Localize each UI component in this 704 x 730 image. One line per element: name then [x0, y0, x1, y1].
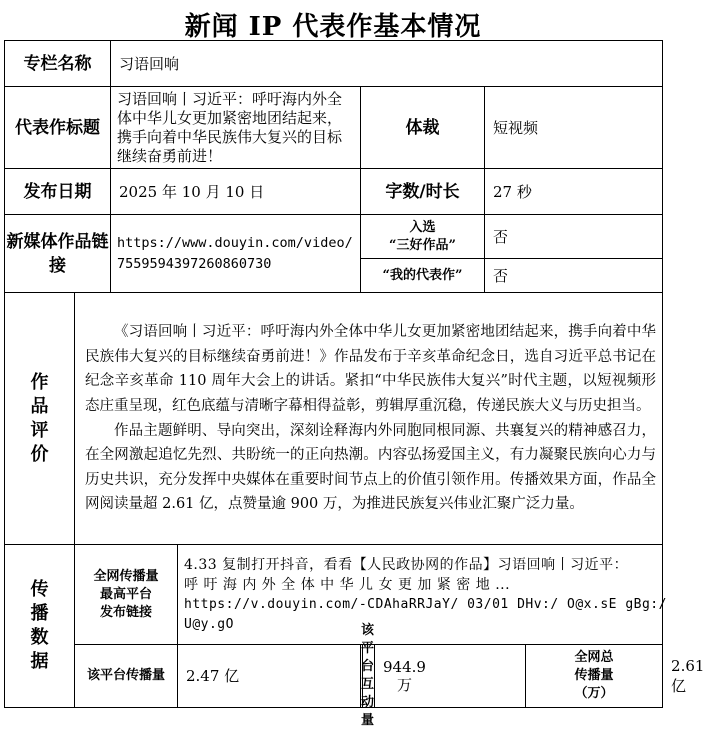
top-platform-label: 全网传播量 最高平台 发布链接 [75, 545, 178, 645]
media-link-label: 新媒体作品链接 [5, 215, 111, 293]
media-link-value[interactable]: https://www.douyin.com/video/7559594397260860730 [111, 215, 361, 293]
evaluation-paragraph-1: 《习语回响丨习近平：呼吁海内外全体中华儿女更加紧密地团结起来，携手向着中华民族伟大复兴的目标继续奋勇前进！》作品发布于辛亥革命纪念日，选自习近平总书记在纪念辛亥革命 110 周年大会上的讲话。紧扣“中华民族伟大复兴”时代主题，以短视频形态庄重呈现，红色底蕴与清晰字幕相得益彰，剪辑厚重沉稳，传递民族大义与历史担当。 [85, 324, 657, 414]
top-platform-line-1: 4.33 复制打开抖音，看看【人民政协网的作品】习语回响丨习近平： [184, 556, 629, 573]
selected-value: 否 [485, 215, 663, 259]
platform-reach-label: 该平台传播量 [75, 645, 178, 708]
platform-interaction-value: 944.9 万 [383, 658, 426, 694]
genre-label: 体裁 [361, 87, 485, 169]
page-title: 新闻 IP 代表作基本情况 [184, 12, 482, 42]
total-reach-label: 全网总 传播量 （万） [526, 645, 663, 708]
work-title-label: 代表作标题 [5, 87, 111, 169]
spread-label: 传 播 数 据 [5, 545, 75, 708]
top-platform-line-3: https://v.douyin.com/-CDAhaRRJaY/ 03/01 DHv:/ O@x.sE gBg:/ [184, 596, 667, 612]
platform-interaction-cell [361, 623, 426, 728]
platform-interaction-label: 该平台 互动量 [361, 623, 375, 728]
my-work-label: “我的代表作” [361, 259, 485, 293]
platform-reach-value: 2.47 亿 [178, 645, 361, 708]
top-platform-line-2: 呼 吁 海 内 外 全 体 中 华 儿 女 更 加 紧 密 地 ... [184, 576, 511, 593]
publish-date-label: 发布日期 [5, 169, 111, 215]
length-label: 字数/时长 [361, 169, 485, 215]
length-value: 27 秒 [485, 169, 663, 215]
column-name-label: 专栏名称 [5, 41, 111, 87]
evaluation-paragraph-2: 作品主题鲜明、导向突出，深刻诠释海内外同胞同根同源、共襄复兴的精神感召力，在全网激起追忆先烈、共盼统一的正向热潮。内容弘扬爱国主义，有力凝聚民族向心力与历史共识，充分发挥中央媒体在重要时间节点上的价值引领作用。传播效果方面，作品全网阅读量超 2.61 亿，点赞量逾 900 万，为推进民族复兴伟业汇聚广泛力量。 [85, 422, 657, 513]
publish-date-value: 2025 年 10 月 10 日 [111, 169, 361, 215]
info-table: 专栏名称 习语回响 代表作标题 习语回响丨习近平：呼吁海内外全体中华儿女更加紧密地团结起来，携手向着中华民族伟大复兴的目标继续奋勇前进！ 体裁 短视频 发布日期 2025 年 10 月 10 日 字数/时长 27 秒 新媒体作品链接 https://www.douyin.com/video/7559594397260860730 入选 “三好作品” 否 “我的代表作” 否 作 品 评 价 《习语回响丨习近平：呼吁海内外全体中华儿女更加紧密地团结起来，携手向着中华民族伟大复兴的目标继续奋勇前进！》作品发布于辛亥革命纪念日，选自习近平总书记在纪念辛亥革命 110 周年大会上的讲话。紧扣“中华民族伟大复兴”时代主题，以短视频形态庄重呈现，红色底蕴与清晰字幕相得益彰，剪辑厚重沉稳，传递民族大义与历史担当。 作品主题鲜明、导向突出，深刻诠释海内外同胞同根同源、共襄复兴的精神感召力，在全网激起追忆先烈、共盼统一的正向热潮。内容弘扬爱国主义，有力凝聚民族向心力与历史共识，充分发挥中央媒体在重要时间节点上的价值引领作用。传播效果方面，作品全网阅读量超 2.61 亿，点赞量逾 900 万，为推进民族复兴伟业汇聚广泛力量。 传 播 数 据 全网传播量 最高平台 发布链接 4.33 复制打开抖音，看看【人民政协网的作品】习语回响丨习近平： 呼 吁 海 内 外 全 体 中 华 儿 女 更 加 紧 密 地 ... https://v.douyin.com/-CDAhaRRJaY/ 03/01 DHv:/ O@x.sE gBg:/ U@y.gO 该平台传播量 2.47 亿 该平台 互动量 944.9 万 全网总 传播量 （万） 2.61 亿 [4, 40, 663, 708]
work-title-value: 习语回响丨习近平：呼吁海内外全体中华儿女更加紧密地团结起来，携手向着中华民族伟大复兴的目标继续奋勇前进！ [111, 87, 361, 169]
evaluation-text [75, 293, 663, 545]
top-platform-line-4: U@y.gO [184, 616, 234, 632]
column-name-value: 习语回响 [111, 41, 663, 87]
genre-value: 短视频 [485, 87, 663, 169]
evaluation-label: 作 品 评 价 [5, 293, 75, 545]
selected-label: 入选 “三好作品” [361, 215, 485, 259]
my-work-value: 否 [485, 259, 663, 293]
top-platform-link[interactable] [178, 545, 667, 645]
